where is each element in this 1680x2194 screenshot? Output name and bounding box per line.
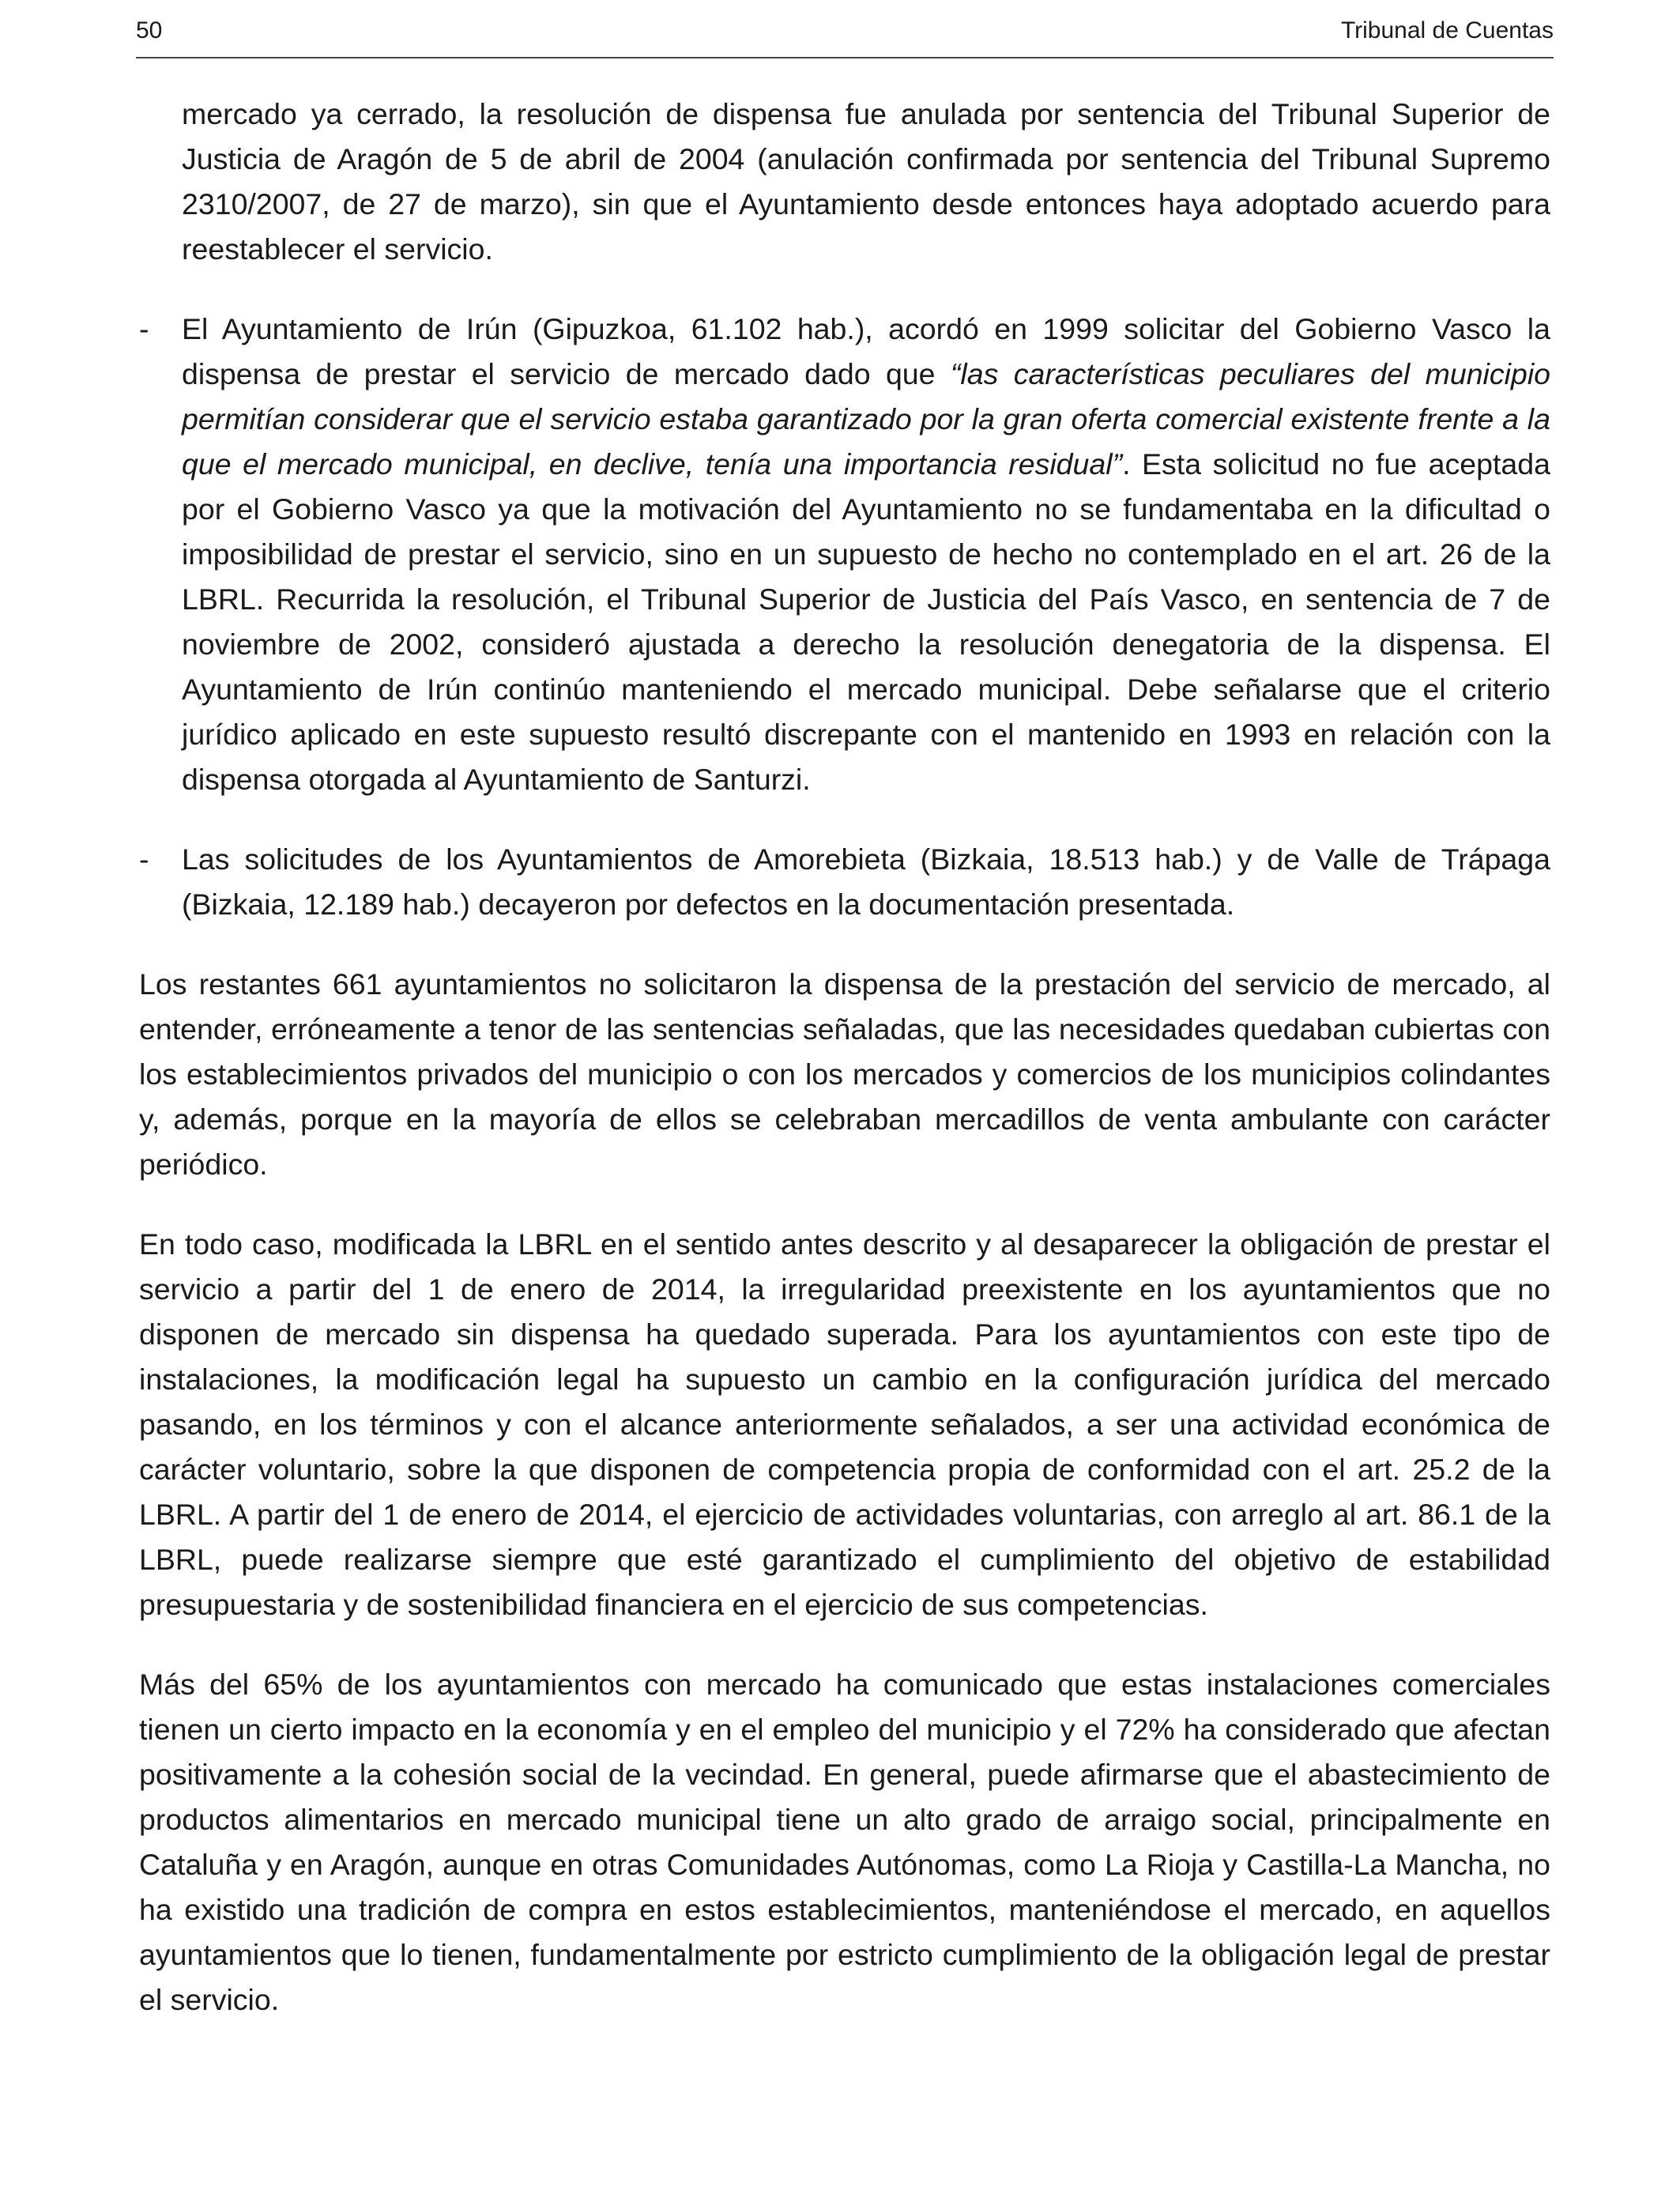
page-number: 50 bbox=[136, 17, 163, 43]
document-body bbox=[139, 92, 1550, 2022]
running-title: Tribunal de Cuentas bbox=[1340, 17, 1554, 43]
bullet-text: Las solicitudes de los Ayuntamientos de Amorebieta (Bizkaia, 18.513 hab.) y de Valle de Trápaga (Bizkaia, 12.189 hab.) decayeron por defectos en la documentación presentada. bbox=[182, 843, 1550, 921]
bullet-quote-text: “las características peculiares del municipio permitían considerar que el servicio estaba garantizado por la gran oferta comercial existente frente a la que el mercado municipal, en declive, tenía una importancia residual” bbox=[182, 357, 1551, 481]
bullet-rest-text: . Esta solicitud no fue aceptada por el Gobierno Vasco ya que la motivación del Ayuntamiento no se fundamentaba en la dificultad o imposibilidad de prestar el servicio, sino en un supuesto de hecho no contemplado en el art. 26 de la LBRL. Recurrida la resolución, el Tribunal Superior de Justicia del País Vasco, en sentencia de 7 de noviembre de 2002, consideró ajustada a derecho la resolución denegatoria de la dispensa. El Ayuntamiento de Irún continúo manteniendo el mercado municipal. Debe señalarse que el criterio jurídico aplicado en este supuesto resultó discrepante con el mantenido en 1993 en relación con la dispensa otorgada al Ayuntamiento de Santurzi. bbox=[182, 447, 1550, 796]
bullet-item-amorebieta bbox=[139, 837, 1550, 927]
bullet-intro-text: El Ayuntamiento de Irún (Gipuzkoa, 61.102 hab.), acordó en 1999 solicitar del Gobierno Vasco la dispensa de prestar el servicio de mercado dado que bbox=[182, 312, 1550, 390]
bullet-item-irun bbox=[139, 307, 1550, 802]
body-paragraph: Más del 65% de los ayuntamientos con mercado ha comunicado que estas instalaciones comerciales tienen un cierto impacto en la economía y en el empleo del municipio y el 72% ha considerado que afectan positivamente a la cohesión social de la vecindad. En general, puede afirmarse que el abastecimiento de productos alimentarios en mercado municipal tiene un alto grado de arraigo social, principalmente en Cataluña y en Aragón, aunque en otras Comunidades Autónomas, como La Rioja y Castilla-La Mancha, no ha existido una tradición de compra en estos establecimientos, manteniéndose el mercado, en aquellos ayuntamientos que lo tienen, fundamentalmente por estricto cumplimiento de la obligación legal de prestar el servicio. bbox=[139, 1668, 1550, 2016]
bullet-dash: - bbox=[139, 843, 149, 876]
body-paragraph: En todo caso, modificada la LBRL en el sentido antes descrito y al desaparecer la obligación de prestar el servicio a partir del 1 de enero de 2014, la irregularidad preexistente en los ayuntamientos que no disponen de mercado sin dispensa ha quedado superada. Para los ayuntamientos con este tipo de instalaciones, la modificación legal ha supuesto un cambio en la configuración jurídica del mercado pasando, en los términos y con el alcance anteriormente señalados, a ser una actividad económica de carácter voluntario, sobre la que disponen de competencia propia de conformidad con el art. 25.2 de la LBRL. A partir del 1 de enero de 2014, el ejercicio de actividades voluntarias, con arreglo al art. 86.1 de la LBRL, puede realizarse siempre que esté garantizado el cumplimiento del objetivo de estabilidad presupuestaria y de sostenibilidad financiera en el ejercicio de sus competencias. bbox=[139, 1227, 1550, 1621]
bullet-dash: - bbox=[139, 312, 149, 345]
body-paragraph: Los restantes 661 ayuntamientos no solicitaron la dispensa de la prestación del servicio de mercado, al entender, erróneamente a tenor de las sentencias señaladas, que las necesidades quedaban cubiertas con los establecimientos privados del municipio o con los mercados y comercios de los municipios colindantes y, además, porque en la mayoría de ellos se celebraban mercadillos de venta ambulante con carácter periódico. bbox=[139, 967, 1550, 1181]
page-header bbox=[136, 17, 1554, 58]
continuation-paragraph: mercado ya cerrado, la resolución de dispensa fue anulada por sentencia del Tribunal Superior de Justicia de Aragón de 5 de abril de 2004 (anulación confirmada por sentencia del Tribunal Supremo 2310/2007, de 27 de marzo), sin que el Ayuntamiento desde entonces haya adoptado acuerdo para reestablecer el servicio. bbox=[182, 97, 1550, 266]
